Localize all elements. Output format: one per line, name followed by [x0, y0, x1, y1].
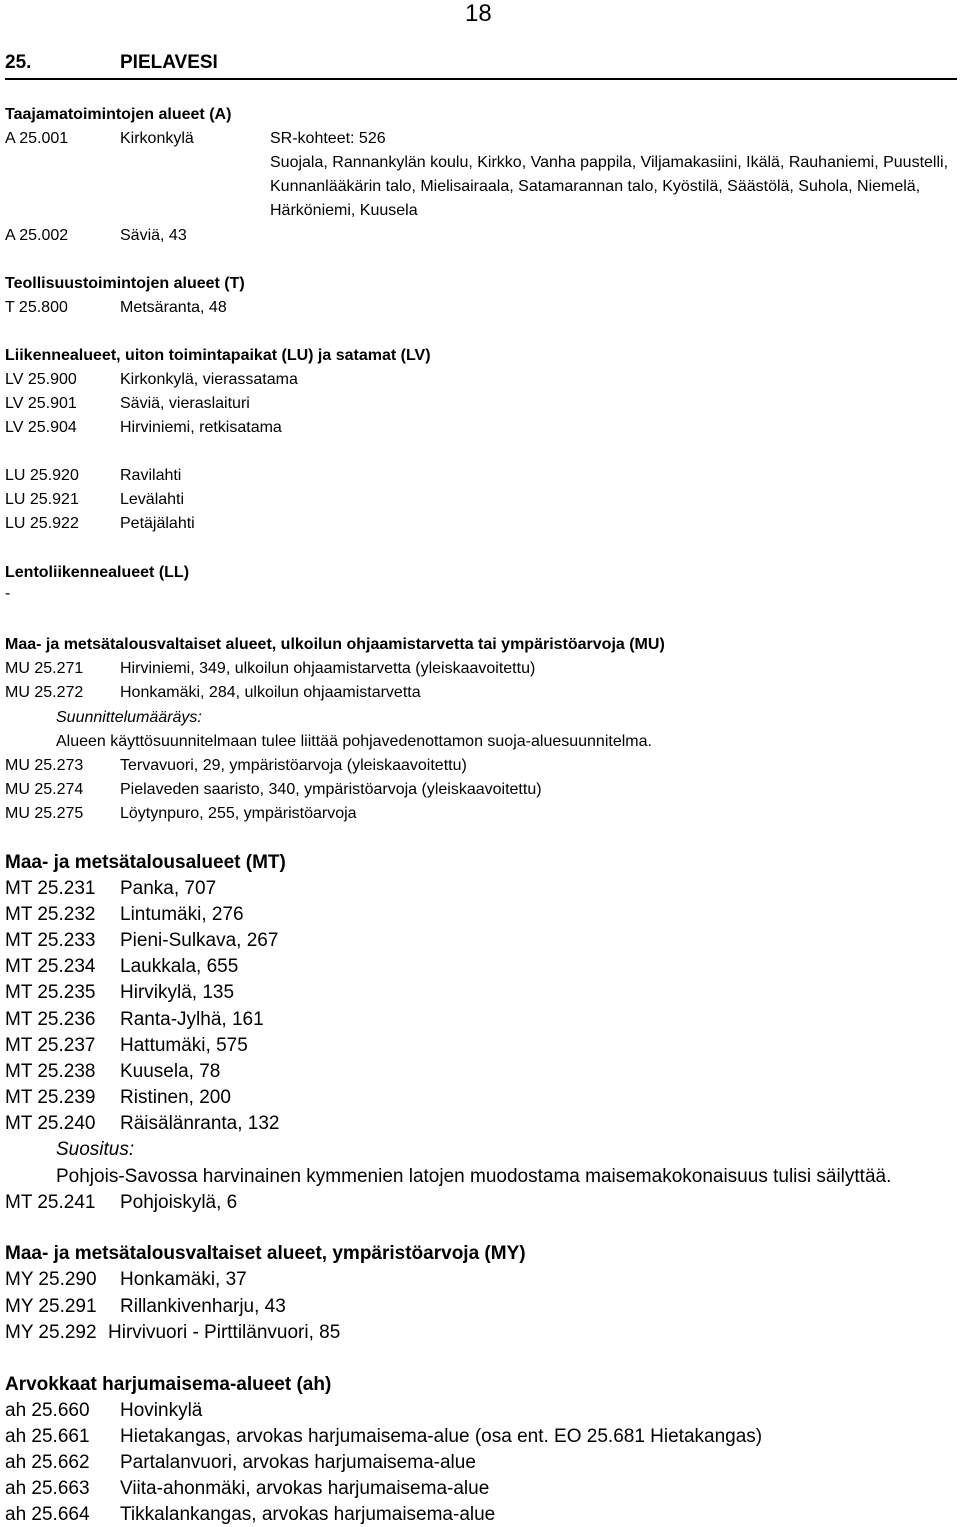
note-text: Pohjois-Savossa harvinainen kymmenien latojen muodostama maisemakokonaisuus tulisi säilyttää. — [56, 1166, 892, 1187]
entry-row — [5, 1504, 496, 1526]
entry-name: Kirkonkylä, vierassatama — [120, 371, 298, 388]
entry-code: MT 25.240 — [5, 1113, 96, 1134]
entry-code: MT 25.241 — [5, 1192, 96, 1213]
entry-code: MT 25.234 — [5, 956, 96, 977]
entry-name: Tervavuori, 29, ympäristöarvoja (yleiskaavoitettu) — [120, 757, 467, 774]
entry-code: A 25.002 — [5, 227, 69, 244]
entry-name: Pohjoiskylä, 6 — [120, 1192, 238, 1213]
note-label: Suunnittelumääräys: — [56, 709, 202, 726]
entry-name: Metsäranta, 48 — [120, 299, 227, 316]
entry-code: MT 25.235 — [5, 982, 96, 1003]
entry-name: Hattumäki, 575 — [120, 1035, 248, 1056]
entry-name: Hirvivuori - Pirttilänvuori, 85 — [108, 1322, 341, 1343]
entry-code: MY 25.292 — [5, 1322, 97, 1343]
entry-code: MT 25.239 — [5, 1087, 96, 1108]
entry-code: ah 25.660 — [5, 1400, 90, 1421]
entry-row — [5, 130, 386, 148]
entry-name: Rillankivenharju, 43 — [120, 1296, 286, 1317]
entry-name: Säviä, vieraslaituri — [120, 395, 250, 412]
entry-row — [5, 956, 239, 978]
entry-name: Hirvikylä, 135 — [120, 982, 235, 1003]
entry-name: Viita-ahonmäki, arvokas harjumaisema-alue — [120, 1478, 490, 1499]
entry-row — [5, 930, 279, 952]
sr-count: SR-kohteet: 526 — [270, 130, 386, 147]
entry-code: T 25.800 — [5, 299, 68, 316]
entry-code: MT 25.232 — [5, 904, 96, 925]
entry-row — [5, 515, 195, 533]
entry-row — [5, 757, 467, 775]
entry-code: MU 25.274 — [5, 781, 84, 798]
entry-name: Honkamäki, 37 — [120, 1269, 247, 1290]
section-heading-my: Maa- ja metsätalousvaltaiset alueet, ympäristöarvoja (MY) — [5, 1243, 526, 1264]
entry-name: Ristinen, 200 — [120, 1087, 231, 1108]
entry-name: Honkamäki, 284, ulkoilun ohjaamistarvetta — [120, 684, 421, 701]
entry-row — [5, 1322, 341, 1344]
note-label: Suositus: — [56, 1139, 135, 1160]
entry-code: MT 25.237 — [5, 1035, 96, 1056]
sr-list-line: Kunnanlääkärin talo, Mielisairaala, Satamarannan talo, Kyöstilä, Säästölä, Suhola, Niemelä, — [270, 178, 921, 195]
entry-name: Lintumäki, 276 — [120, 904, 244, 925]
entry-code: MU 25.272 — [5, 684, 84, 701]
entry-code: LU 25.922 — [5, 515, 79, 532]
municipality-name: PIELAVESI — [120, 52, 218, 73]
entry-row — [5, 684, 421, 702]
entry-name: Panka, 707 — [120, 878, 217, 899]
sr-list-line: Suojala, Rannankylän koulu, Kirkko, Vanha pappila, Viljamakasiini, Ikälä, Rauhaniemi, Puustelli, — [270, 154, 949, 171]
entry-code: LV 25.900 — [5, 371, 77, 388]
entry-row — [5, 1061, 221, 1083]
page-number: 18 — [465, 0, 492, 27]
entry-code: LV 25.901 — [5, 395, 77, 412]
entry-row — [5, 1113, 280, 1135]
section-heading-ll: Lentoliikennealueet (LL) — [5, 564, 190, 581]
note-text: Alueen käyttösuunnitelmaan tulee liittää pohjavedenottamon suoja-aluesuunnitelma. — [56, 733, 652, 750]
entry-row — [5, 299, 227, 317]
section-heading-t: Teollisuustoimintojen alueet (T) — [5, 275, 245, 292]
entry-code: ah 25.663 — [5, 1478, 90, 1499]
section-heading-lu-lv: Liikennealueet, uiton toimintapaikat (LU) ja satamat (LV) — [5, 347, 431, 364]
entry-row — [5, 1426, 763, 1448]
entry-code: MU 25.271 — [5, 660, 84, 677]
entry-code: ah 25.662 — [5, 1452, 90, 1473]
entry-code: MU 25.273 — [5, 757, 84, 774]
entry-name: Tikkalankangas, arvokas harjumaisema-alue — [120, 1504, 496, 1525]
entry-code: MT 25.238 — [5, 1061, 96, 1082]
entry-name: Pieni-Sulkava, 267 — [120, 930, 279, 951]
entry-row — [5, 878, 217, 900]
entry-row — [5, 491, 185, 509]
entry-row — [5, 1009, 264, 1031]
entry-row — [5, 371, 298, 389]
entry-name: Hietakangas, arvokas harjumaisema-alue (osa ent. EO 25.681 Hietakangas) — [120, 1426, 763, 1447]
entry-row — [5, 982, 235, 1004]
entry-row — [5, 1269, 247, 1291]
municipality-number: 25. — [5, 52, 32, 73]
entry-code: LV 25.904 — [5, 419, 77, 436]
entry-code: MU 25.275 — [5, 805, 84, 822]
entry-name: Kuusela, 78 — [120, 1061, 221, 1082]
entry-code: LU 25.920 — [5, 467, 79, 484]
entry-row — [5, 1296, 286, 1318]
entry-code: LU 25.921 — [5, 491, 79, 508]
entry-row — [5, 395, 250, 413]
entry-code: MT 25.236 — [5, 1009, 96, 1030]
entry-code: A 25.001 — [5, 130, 69, 147]
entry-name: Pielaveden saaristo, 340, ympäristöarvoja (yleiskaavoitettu) — [120, 781, 542, 798]
entry-row — [5, 805, 357, 823]
sr-list-line: Härköniemi, Kuusela — [270, 202, 418, 219]
entry-name: Hovinkylä — [120, 1400, 203, 1421]
entry-row — [5, 1478, 490, 1500]
entry-row — [5, 1192, 238, 1214]
entry-name: Säviä, 43 — [120, 227, 187, 244]
section-heading-ah: Arvokkaat harjumaisema-alueet (ah) — [5, 1374, 332, 1395]
section-heading-mu: Maa- ja metsätalousvaltaiset alueet, ulkoilun ohjaamistarvetta tai ympäristöarvoja (MU) — [5, 636, 665, 653]
entry-name: Hirviniemi, 349, ulkoilun ohjaamistarvetta (yleiskaavoitettu) — [120, 660, 536, 677]
entry-code: MY 25.290 — [5, 1269, 97, 1290]
entry-name: Partalanvuori, arvokas harjumaisema-alue — [120, 1452, 476, 1473]
entry-row — [5, 1035, 248, 1057]
entry-name: Löytynpuro, 255, ympäristöarvoja — [120, 805, 357, 822]
entry-row — [5, 660, 536, 678]
entry-code: MT 25.233 — [5, 930, 96, 951]
entry-code: ah 25.664 — [5, 1504, 90, 1525]
entry-row — [5, 781, 542, 799]
entry-code: MT 25.231 — [5, 878, 96, 899]
entry-code: MY 25.291 — [5, 1296, 97, 1317]
empty-marker: - — [5, 585, 11, 602]
entry-name: Levälahti — [120, 491, 185, 508]
entry-row — [5, 467, 182, 485]
entry-row — [5, 1400, 203, 1422]
entry-row — [5, 904, 244, 926]
entry-row — [5, 1452, 476, 1474]
entry-row — [5, 227, 187, 245]
section-heading-mt: Maa- ja metsätalousalueet (MT) — [5, 852, 286, 873]
entry-name: Kirkonkylä — [120, 130, 194, 147]
entry-row — [5, 419, 282, 437]
entry-name: Räisälänranta, 132 — [120, 1113, 280, 1134]
entry-code: ah 25.661 — [5, 1426, 90, 1447]
entry-name: Ranta-Jylhä, 161 — [120, 1009, 264, 1030]
entry-name: Ravilahti — [120, 467, 182, 484]
section-heading-a: Taajamatoimintojen alueet (A) — [5, 106, 232, 123]
entry-row — [5, 1087, 231, 1109]
entry-name: Hirviniemi, retkisatama — [120, 419, 282, 436]
entry-name: Laukkala, 655 — [120, 956, 239, 977]
entry-name: Petäjälahti — [120, 515, 195, 532]
page-title — [5, 52, 957, 80]
